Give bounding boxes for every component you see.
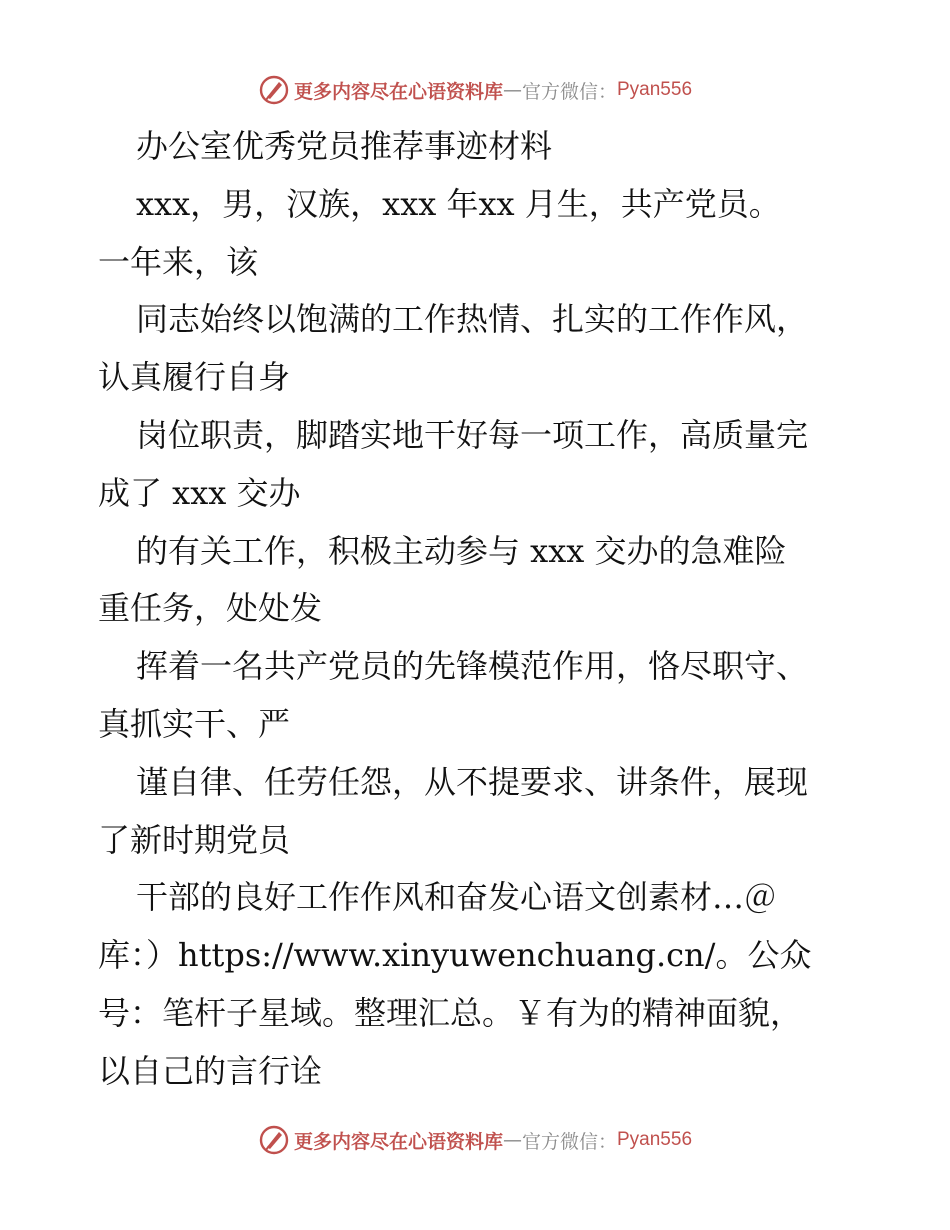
footer-banner bbox=[0, 1123, 950, 1157]
text-line: 谨自律、任劳任怨，从不提要求、讲条件，展现 bbox=[136, 762, 809, 801]
header-contact-id: Pyan556 bbox=[617, 79, 693, 100]
text-line: 号：笔杆子星域。整理汇总。￥有为的精神面貌， bbox=[98, 993, 803, 1032]
text-line: 挥着一名共产党员的先锋模范作用，恪尽职守、 bbox=[136, 647, 809, 686]
text-line: xxx，男，汉族，xxx 年xx 月生，共产党员。 bbox=[136, 184, 781, 223]
feather-pen-logo-icon bbox=[258, 1124, 290, 1156]
text-line: 干部的良好工作作风和奋发心语文创素材…＠ bbox=[136, 878, 777, 917]
text-line: 了新时期党员 bbox=[98, 820, 291, 859]
text-line: 重任务，处处发 bbox=[98, 589, 323, 628]
text-line: 岗位职责，脚踏实地干好每一项工作，高质量完 bbox=[136, 415, 809, 454]
document-title: 办公室优秀党员推荐事迹材料 bbox=[136, 127, 553, 165]
text-line: 真抓实干、严 bbox=[98, 704, 291, 743]
text-line: 库：）https://www.xinyuwenchuang.cn/。公众 bbox=[98, 936, 812, 975]
text-line: 同志始终以饱满的工作热情、扎实的工作作风， bbox=[136, 300, 809, 339]
feather-pen-logo-icon bbox=[258, 74, 290, 106]
footer-official-label: 官方微信： bbox=[521, 1130, 617, 1153]
text-line: 成了 xxx 交办 bbox=[98, 473, 301, 512]
header-dash: — bbox=[502, 79, 522, 101]
text-line: 以自己的言行诠 bbox=[98, 1051, 323, 1090]
footer-dash: — bbox=[502, 1129, 522, 1151]
text-line: 一年来，该 bbox=[98, 242, 259, 281]
header-promo-text: 更多内容尽在心语资料库 bbox=[293, 80, 503, 103]
header-banner bbox=[0, 73, 950, 107]
text-line: 的有关工作，积极主动参与 xxx 交办的急难险 bbox=[136, 531, 787, 570]
header-official-label: 官方微信： bbox=[521, 80, 617, 103]
footer-promo-text: 更多内容尽在心语资料库 bbox=[293, 1130, 503, 1153]
document-body bbox=[98, 118, 868, 1101]
footer-contact-id: Pyan556 bbox=[617, 1129, 693, 1150]
text-line: 认真履行自身 bbox=[98, 358, 291, 397]
